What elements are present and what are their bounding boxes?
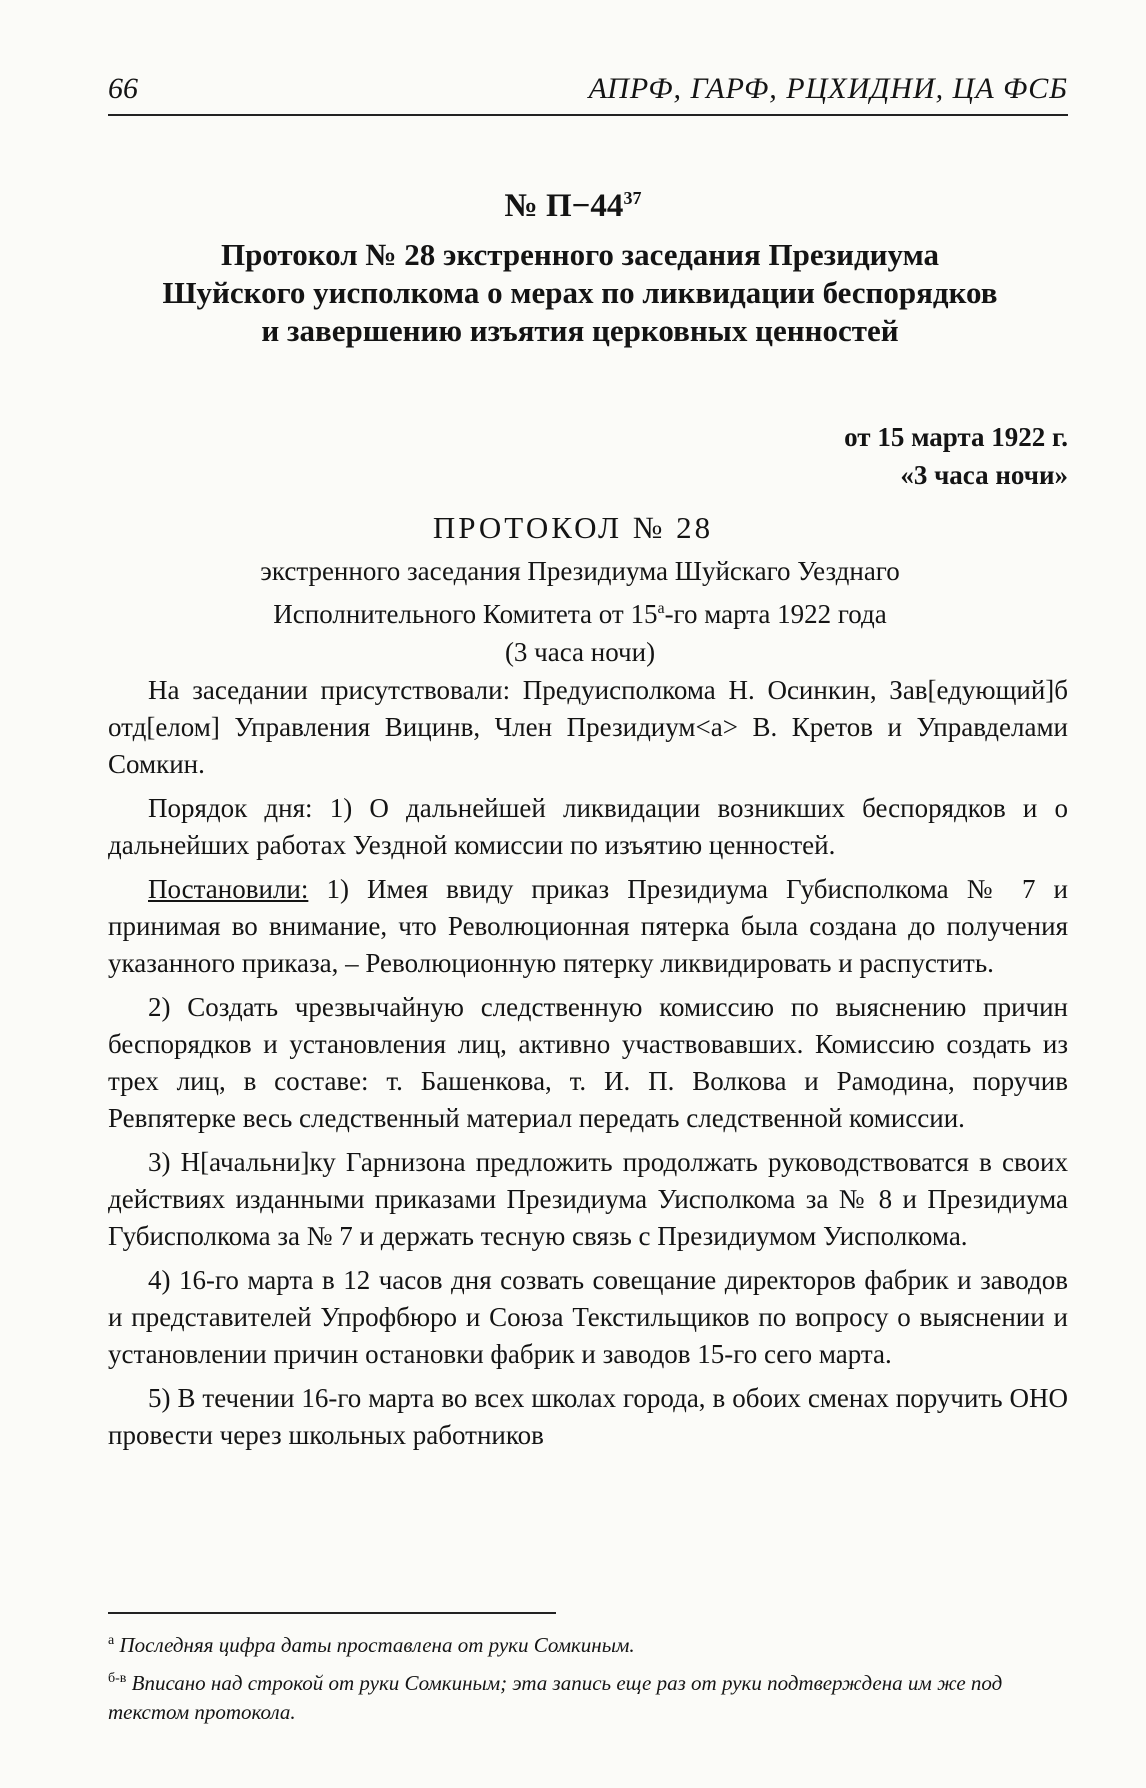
attendees-paragraph: На заседании присутствовали: Предуисполкома Н. Осинкин, Зав[едующий]б отд[елом] Управления Вицинв, Член Президиум<а> В. Кретов и Управделами Сомкин. bbox=[108, 675, 1068, 779]
document-time: «3 часа ночи» bbox=[900, 460, 1068, 490]
protocol-date-footnote-mark: а bbox=[657, 600, 665, 617]
page-number: 66 bbox=[108, 72, 138, 105]
footnote-a-text: Последняя цифра даты проставлена от руки Сомкиным. bbox=[119, 1633, 635, 1657]
header-rule bbox=[108, 114, 1068, 116]
document-number-note: 37 bbox=[623, 188, 642, 208]
footnote-b-v-text: Вписано над строкой от руки Сомкиным; эта запись еще раз от руки подтверждена им же под текстом протокола. bbox=[108, 1671, 1003, 1724]
resolution-5-paragraph: 5) В течении 16-го марта во всех школах города, в обоих сменах поручить ОНО провести через школьных работников bbox=[108, 1383, 1068, 1450]
protocol-sub-line2-a: Исполнительного Комитета от 15 bbox=[273, 599, 658, 629]
footnote-rule bbox=[108, 1612, 556, 1614]
footnote-b-v-mark: б-в bbox=[108, 1671, 127, 1686]
running-header bbox=[108, 72, 1068, 112]
footnote-b-v bbox=[108, 1664, 1068, 1727]
protocol-body bbox=[108, 672, 1068, 1461]
footnote-a bbox=[108, 1626, 1068, 1660]
resolution-1-paragraph bbox=[108, 871, 1068, 982]
document-date: от 15 марта 1922 г. bbox=[844, 422, 1068, 452]
archive-sources: АПРФ, ГАРФ, РЦХИДНИ, ЦА ФСБ bbox=[588, 72, 1068, 105]
resolution-3-paragraph: 3) Н[ачальни]ку Гарнизона предложить продолжать руководствоватся в своих действиях изданными приказами Президиума Уисполкома за № 8 и Президиума Губисполкома за № 7 и держать тесную связь с Президиумом Уисполкома. bbox=[108, 1147, 1068, 1251]
resolution-2-paragraph: 2) Создать чрезвычайную следственную комиссию по выяснению причин беспорядков и установления лиц, активно участвовавших. Комиссию создать из трех лиц, в составе: т. Башенкова, т. И. П. Волкова и Рамодина, поручив Ревпятерке весь следственный материал передать следственной комиссии. bbox=[108, 992, 1068, 1133]
resolved-label: Постановили: bbox=[148, 874, 309, 904]
document-date-block bbox=[844, 418, 1068, 494]
protocol-sub-line3: (3 часа ночи) bbox=[504, 637, 656, 667]
agenda-paragraph: Порядок дня: 1) О дальнейшей ликвидации возникших беспорядков и о дальнейших работах Уездной комиссии по изъятию ценностей. bbox=[108, 793, 1068, 860]
protocol-subheading bbox=[140, 552, 1020, 671]
footnote-a-mark: а bbox=[108, 1633, 115, 1648]
resolution-4-paragraph: 4) 16-го марта в 12 часов дня созвать совещание директоров фабрик и заводов и представителей Упрофбюро и Союза Текстильщиков по вопросу о выяснении и установлении причин остановки фабрик и заводов 15-го сего марта. bbox=[108, 1265, 1068, 1369]
protocol-sub-line2-b: -го марта 1922 года bbox=[664, 599, 887, 629]
document-title: Протокол № 28 экстренного заседания Президиума Шуйского уисполкома о мерах по ликвидации беспорядков и завершению изъятия церковных ценностей bbox=[162, 237, 998, 348]
protocol-heading: ПРОТОКОЛ № 28 bbox=[432, 510, 714, 545]
resolution-1-text: 1) Имея ввиду приказ Президиума Губисполкома № 7 и принимая во внимание, что Революционная пятерка была создана до получения указанного приказа, – Революционную пятерку ликвидировать и распустить. bbox=[108, 874, 1068, 978]
protocol-sub-line2 bbox=[140, 590, 1020, 633]
document-number bbox=[0, 188, 1146, 225]
document-number-text: № П−44 bbox=[504, 188, 624, 224]
protocol-sub-line1: экстренного заседания Президиума Шуйскаго Уезднаго bbox=[260, 556, 900, 586]
